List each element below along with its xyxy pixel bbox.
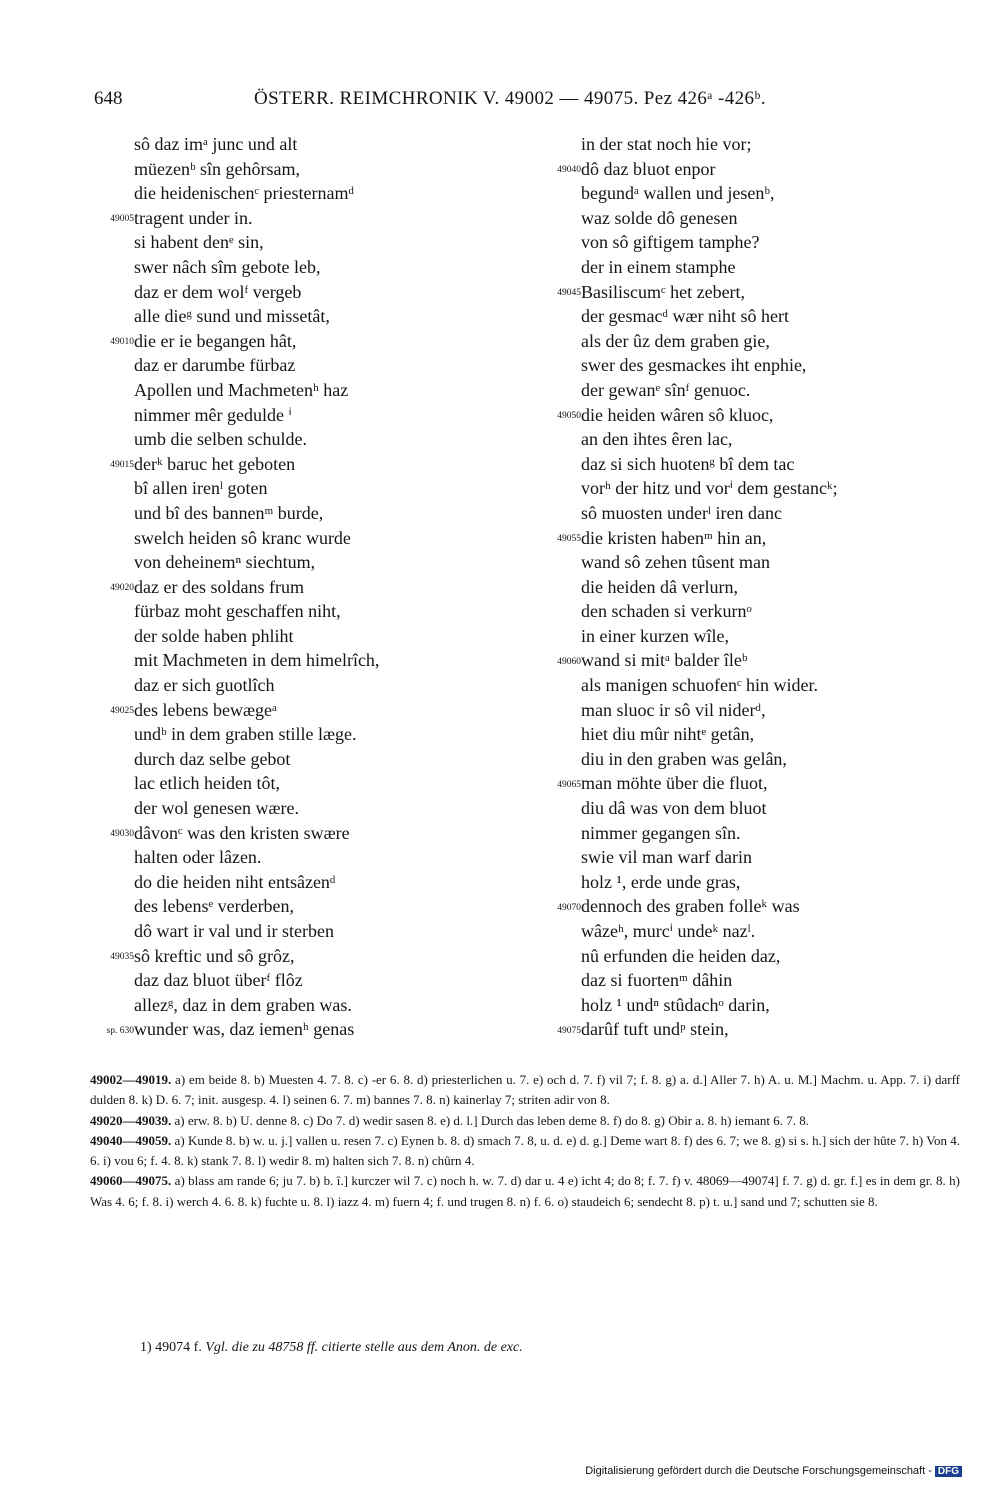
- verse-line: [88, 624, 528, 649]
- verse-line: [88, 968, 528, 993]
- verse-text: des lebensᵉ verderben,: [134, 896, 295, 917]
- verse-text: der solde haben phliht: [134, 625, 294, 646]
- verse-line: [545, 1017, 965, 1042]
- verse-text: begundᵃ wallen und jesenᵇ,: [581, 183, 775, 204]
- verse-text: tragent under in.: [134, 207, 253, 228]
- verse-text: holz ¹ undⁿ stûdachᵒ darin,: [581, 994, 770, 1015]
- verse-line: [545, 894, 965, 919]
- verse-line: [88, 722, 528, 747]
- verse-line: [545, 722, 965, 747]
- verse-line: [88, 353, 528, 378]
- verse-number: 49005: [110, 214, 134, 225]
- verse-line: [545, 280, 965, 305]
- verse-line: [545, 427, 965, 452]
- verse-text: dâvonᶜ was den kristen swære: [134, 822, 350, 843]
- verse-text: swer des gesmackes iht enphie,: [581, 355, 807, 376]
- verse-number: 49070: [557, 902, 581, 913]
- verse-line: [545, 944, 965, 969]
- verse-line: [545, 845, 965, 870]
- verse-number: 49050: [557, 411, 581, 422]
- verse-text: die heiden wâren sô kluoc,: [581, 404, 774, 425]
- footnote: [140, 1340, 523, 1356]
- verse-line: [88, 944, 528, 969]
- verse-text: wunder was, daz iemenʰ genas: [134, 1019, 355, 1040]
- verse-text: swie vil man warf darin: [581, 847, 752, 868]
- verse-text: allezᵍ, daz in dem graben was.: [134, 994, 352, 1015]
- verse-line: [545, 575, 965, 600]
- verse-text: sô daz imᵃ junc und alt: [134, 134, 298, 154]
- verse-number: 49055: [557, 534, 581, 545]
- footnote-label: 1) 49074 f.: [140, 1340, 202, 1355]
- verse-line: [88, 255, 528, 280]
- verse-line: [88, 845, 528, 870]
- verse-text: der wol genesen wære.: [134, 798, 299, 819]
- verse-number: 49065: [557, 780, 581, 791]
- verse-text: halten oder lâzen.: [134, 847, 262, 868]
- verse-text: müezenᵇ sîn gehôrsam,: [134, 158, 301, 179]
- verse-line: [88, 378, 528, 403]
- verse-line: [88, 1017, 528, 1042]
- verse-line: [545, 255, 965, 280]
- verse-line: [545, 476, 965, 501]
- verse-number: 49075: [557, 1025, 581, 1036]
- verse-line: [88, 919, 528, 944]
- verse-text: umb die selben schulde.: [134, 429, 307, 450]
- verse-text: die kristen habenᵐ hin an,: [581, 527, 767, 548]
- verse-line: [545, 452, 965, 477]
- verse-text: als manigen schuofenᶜ hin wider.: [581, 675, 819, 696]
- verse-text: des lebens bewægeᵃ: [134, 699, 277, 720]
- verse-line: [545, 673, 965, 698]
- verse-text: daz er des soldans frum: [134, 576, 304, 597]
- verse-text: dennoch des graben folleᵏ was: [581, 896, 800, 917]
- verse-line: [545, 132, 965, 157]
- verse-text: die er ie begangen hât,: [134, 330, 297, 351]
- verse-text: die heiden dâ verlurn,: [581, 576, 738, 597]
- verse-text: do die heiden niht entsâzenᵈ: [134, 871, 336, 892]
- apparatus-entry: [90, 1111, 960, 1131]
- verse-text: wand sô zehen tûsent man: [581, 552, 770, 573]
- verse-line: [88, 575, 528, 600]
- verse-line: [545, 353, 965, 378]
- verse-line: [545, 796, 965, 821]
- running-title: ÖSTERR. REIMCHRONIK V. 49002 — 49075. Pez 426ᵃ -426ᵇ.: [254, 88, 766, 109]
- footnote-text: Vgl. die zu 48758 ff. citierte stelle aus dem Anon. de exc.: [205, 1340, 523, 1355]
- verse-line: [88, 206, 528, 231]
- verse-number: 49015: [110, 460, 134, 471]
- apparatus-readings: a) erw. 8. b) U. denne 8. c) Do 7. d) wedir sasen 8. e) d. l.] Durch das leben deme 8. f) do 8. g) Obir a. 8. h) iemant 6. 7. 8.: [174, 1112, 810, 1128]
- verse-line: [545, 747, 965, 772]
- verse-number: 49035: [110, 952, 134, 963]
- verse-line: [88, 821, 528, 846]
- verse-line: [88, 181, 528, 206]
- verse-line: [88, 132, 528, 157]
- verse-line: [88, 329, 528, 354]
- verse-line: [545, 821, 965, 846]
- verse-text: holz ¹, erde unde gras,: [581, 871, 741, 892]
- verse-line: [545, 329, 965, 354]
- verse-text: Apollen und Machmetenʰ haz: [134, 379, 349, 400]
- verse-line: [88, 673, 528, 698]
- verse-text: alle dieᵍ sund und missetât,: [134, 306, 330, 327]
- verse-text: daz er dem wolᶠ vergeb: [134, 281, 302, 302]
- verse-text: daz daz bluot überᶠ flôz: [134, 970, 303, 991]
- verse-line: [545, 501, 965, 526]
- verse-line: [88, 403, 528, 428]
- verse-text: wand si mitᵃ balder îleᵇ: [581, 650, 748, 671]
- verse-text: den schaden si verkurnᵒ: [581, 601, 752, 622]
- verse-line: [88, 771, 528, 796]
- verse-line: [545, 378, 965, 403]
- verse-line: [545, 230, 965, 255]
- verse-text: bî allen irenˡ goten: [134, 478, 268, 499]
- verse-text: swelch heiden sô kranc wurde: [134, 527, 351, 548]
- verse-line: [88, 427, 528, 452]
- verse-number: 49045: [557, 288, 581, 299]
- verse-line: [545, 181, 965, 206]
- verse-text: daz er sich guotlîch: [134, 675, 275, 696]
- verse-text: man möhte über die fluot,: [581, 773, 768, 794]
- verse-line: [545, 304, 965, 329]
- verse-text: und bî des bannenᵐ burde,: [134, 502, 324, 523]
- verse-line: [88, 993, 528, 1018]
- verse-line: [545, 698, 965, 723]
- apparatus-readings: a) em beide 8. b) Muesten 4. 7. 8. c) -er 6. 8. d) priesterlichen u. 7. e) och d. 7. f) vil 7; f. 8. g) a. d.] Aller 7. h) A. u. M.] Machm. u. App. 7. i) darff dulden 8. k) D. 6. 7; init. ausgesp. 4. l) seinen 6. 7. m) bannes 7. 8. n) kainerlay 7; striten adir von 8.: [90, 1072, 961, 1108]
- verse-number: sp. 630: [106, 1025, 134, 1036]
- verse-text: in einer kurzen wîle,: [581, 625, 729, 646]
- verse-text: nimmer gegangen sîn.: [581, 822, 741, 843]
- verse-line: [88, 526, 528, 551]
- verse-text: von deheinemⁿ siechtum,: [134, 552, 316, 573]
- verse-number: 49040: [557, 165, 581, 176]
- verse-text: in der stat noch hie vor;: [581, 134, 752, 154]
- verse-text: nimmer mêr gedulde ⁱ: [134, 404, 292, 425]
- verse-line: [88, 501, 528, 526]
- verse-text: sô kreftic und sô grôz,: [134, 945, 295, 966]
- apparatus-range: 49020—49039.: [90, 1112, 172, 1128]
- verse-line: [545, 550, 965, 575]
- verse-number: 49025: [110, 706, 134, 717]
- verse-line: [545, 771, 965, 796]
- verse-text: als der ûz dem graben gie,: [581, 330, 770, 351]
- verse-line: [545, 919, 965, 944]
- apparatus-entry: [90, 1131, 960, 1172]
- verse-text: von sô giftigem tamphe?: [581, 232, 760, 253]
- verse-line: [88, 698, 528, 723]
- verse-text: daz si sich huotenᵍ bî dem tac: [581, 453, 795, 474]
- verse-number: 49060: [557, 657, 581, 668]
- verse-line: [545, 599, 965, 624]
- verse-line: [88, 894, 528, 919]
- apparatus-entry: [90, 1171, 960, 1212]
- page-header: [94, 88, 814, 118]
- verse-line: [545, 206, 965, 231]
- verse-text: nû erfunden die heiden daz,: [581, 945, 781, 966]
- verse-line: [545, 624, 965, 649]
- page-number: 648: [94, 88, 123, 109]
- verse-line: [88, 157, 528, 182]
- verse-text: swer nâch sîm gebote leb,: [134, 256, 321, 277]
- verse-text: fürbaz moht geschaffen niht,: [134, 601, 341, 622]
- verse-text: sô muosten underˡ iren danc: [581, 502, 782, 523]
- footer-text: Digitalisierung gefördert durch die Deutsche Forschungsgemeinschaft -: [585, 1465, 932, 1477]
- apparatus-readings: a) blass am rande 6; ju 7. b) b. î.] kurczer wil 7. c) noch h. w. 7. d) dar u. 4 e) icht 4; do 8; f. 7. f) v. 48069—49074] f. 7. g) d. gr. f.] es in dem gr. 8. h) Was 4. 6; f. 8. i) werch 4. 6. 8. k) fuchte u. 8. l) iazz 4. m) fuern 4; f. und trugen 8. n) f. 6. o) staudeich 6; sendecht 8. p) t. u.] sand und 7; schutten sie 8.: [90, 1173, 961, 1209]
- verse-text: der gesmacᵈ wær niht sô hert: [581, 306, 790, 327]
- verse-text: daz er darumbe fürbaz: [134, 355, 296, 376]
- verse-text: der gewanᵉ sînᶠ genuoc.: [581, 379, 751, 400]
- verse-line: [88, 230, 528, 255]
- verse-text: diu in den graben was gelân,: [581, 748, 787, 769]
- verse-text: die heidenischenᶜ priesternamᵈ: [134, 183, 355, 204]
- verse-text: mit Machmeten in dem himelrîch,: [134, 650, 380, 671]
- verse-line: [545, 648, 965, 673]
- verse-line: [545, 526, 965, 551]
- verse-line: [88, 648, 528, 673]
- verse-line: [88, 550, 528, 575]
- verse-line: [88, 870, 528, 895]
- verse-text: dô daz bluot enpor: [581, 158, 716, 179]
- verse-text: si habent denᵉ sin,: [134, 232, 264, 253]
- apparatus-entry: [90, 1070, 960, 1111]
- verse-line: [545, 403, 965, 428]
- apparatus-range: 49002—49019.: [90, 1072, 172, 1087]
- apparatus-range: 49060—49075.: [90, 1173, 172, 1189]
- verse-text: daz si fuortenᵐ dâhin: [581, 970, 733, 991]
- verse-line: [88, 599, 528, 624]
- verse-line: [88, 476, 528, 501]
- verse-line: [88, 304, 528, 329]
- verse-line: [545, 870, 965, 895]
- verse-line: [545, 968, 965, 993]
- verse-text: der in einem stamphe: [581, 256, 736, 277]
- verse-number: 49030: [110, 829, 134, 840]
- verse-text: dô wart ir val und ir sterben: [134, 921, 334, 941]
- verse-text: lac etlich heiden tôt,: [134, 773, 280, 794]
- dfg-logo: DFG: [935, 1466, 962, 1477]
- verse-line: [88, 280, 528, 305]
- right-verse-column: [545, 132, 965, 1042]
- verse-text: man sluoc ir sô vil niderᵈ,: [581, 699, 766, 720]
- digitization-footer: [585, 1465, 962, 1477]
- verse-text: wâzeʰ, murcⁱ undeᵏ nazˡ.: [581, 921, 756, 941]
- verse-text: derᵏ baruc het geboten: [134, 453, 296, 474]
- apparatus-readings: a) Kunde 8. b) w. u. j.] vallen u. resen 7. c) Eynen b. 8. d) smach 7. 8, u. d. e) d. g.] Deme wart 8. f) des 6. 7; we 8. g) si s. h.] sich der hûte 7. h) Von 4. 6. i) vou 6; f. 4. 8. k) stank 7. 8. l) wedir 8. m) halten sich 7. 8. n) chûrn 4.: [90, 1132, 960, 1169]
- verse-text: waz solde dô genesen: [581, 207, 738, 228]
- verse-text: Basiliscumᶜ het zebert,: [581, 281, 746, 302]
- verse-text: durch daz selbe gebot: [134, 748, 291, 769]
- verse-text: vorʰ der hitz und vorⁱ dem gestancᵏ;: [581, 478, 838, 499]
- critical-apparatus: [90, 1070, 960, 1212]
- verse-line: [88, 796, 528, 821]
- verse-number: 49020: [110, 583, 134, 594]
- verse-text: an den ihtes êren lac,: [581, 429, 733, 450]
- verse-text: darûf tuft undᵖ stein,: [581, 1019, 729, 1040]
- verse-number: 49010: [110, 337, 134, 348]
- verse-line: [88, 747, 528, 772]
- verse-line: [545, 157, 965, 182]
- verse-line: [88, 452, 528, 477]
- verse-text: hiet diu mûr nihtᵉ getân,: [581, 724, 755, 745]
- left-verse-column: [88, 132, 528, 1042]
- verse-text: undᵇ in dem graben stille læge.: [134, 724, 357, 745]
- verse-line: [545, 993, 965, 1018]
- apparatus-range: 49040—49059.: [90, 1132, 172, 1148]
- verse-text: diu dâ was von dem bluot: [581, 798, 767, 819]
